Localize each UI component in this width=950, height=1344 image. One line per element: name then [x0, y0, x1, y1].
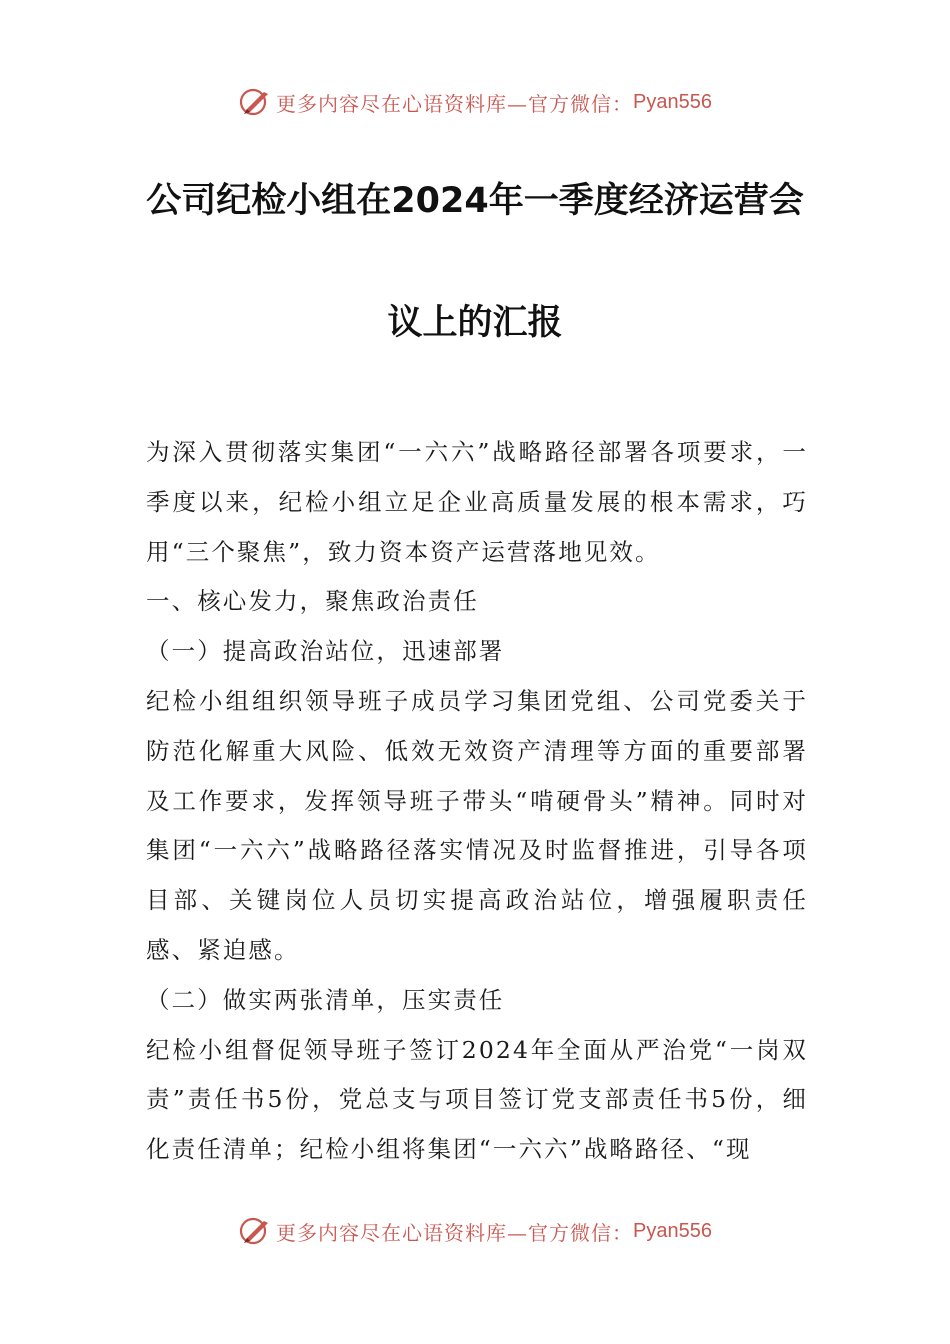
paragraph-subsection-1: 纪检小组组织领导班子成员学习集团党组、公司党委关于防范化解重大风险、低效无效资产清理等方面的重要部署及工作要求，发挥领导班子带头“啃硬骨头”精神。同时对集团“一六六”战略路径落实情况及时监督推进，引导各项目部、关键岗位人员切实提高政治站位，增强履职责任感、紧迫感。: [146, 686, 808, 964]
watermark-banner-bottom: [0, 1211, 950, 1251]
paragraph-subsection-2: 纪检小组督促领导班子签订2024年全面从严治党“一岗双责”责任书5份，党总支与项目签订党支部责任书5份，细化责任清单；纪检小组将集团“一六六”战略路径、“现: [146, 1035, 808, 1164]
section-heading-1: 一、核心发力，聚焦政治责任: [146, 587, 479, 616]
watermark-text: 更多内容尽在心语资料库—官方微信：: [276, 91, 634, 116]
document-body: [146, 428, 808, 1175]
document-title-line-2: 议上的汇报: [387, 303, 563, 343]
paragraph-intro: 为深入贯彻落实集团“一六六”战略路径部署各项要求，一季度以来，纪检小组立足企业高质量发展的根本需求，巧用“三个聚焦”，致力资本资产运营落地见效。: [146, 438, 808, 566]
subsection-heading-1: （一）提高政治站位，迅速部署: [146, 637, 505, 666]
pen-logo-icon: [238, 1214, 272, 1248]
watermark-banner-top: [0, 82, 950, 122]
document-title-line-1: 公司纪检小组在2024年一季度经济运营会: [146, 181, 804, 221]
watermark-text: 更多内容尽在心语资料库—官方微信：: [276, 1220, 634, 1245]
watermark-id: Pyan556: [633, 1219, 712, 1242]
watermark-id: Pyan556: [633, 90, 712, 113]
pen-logo-icon: [238, 85, 272, 119]
subsection-heading-2: （二）做实两张清单，压实责任: [146, 985, 505, 1014]
